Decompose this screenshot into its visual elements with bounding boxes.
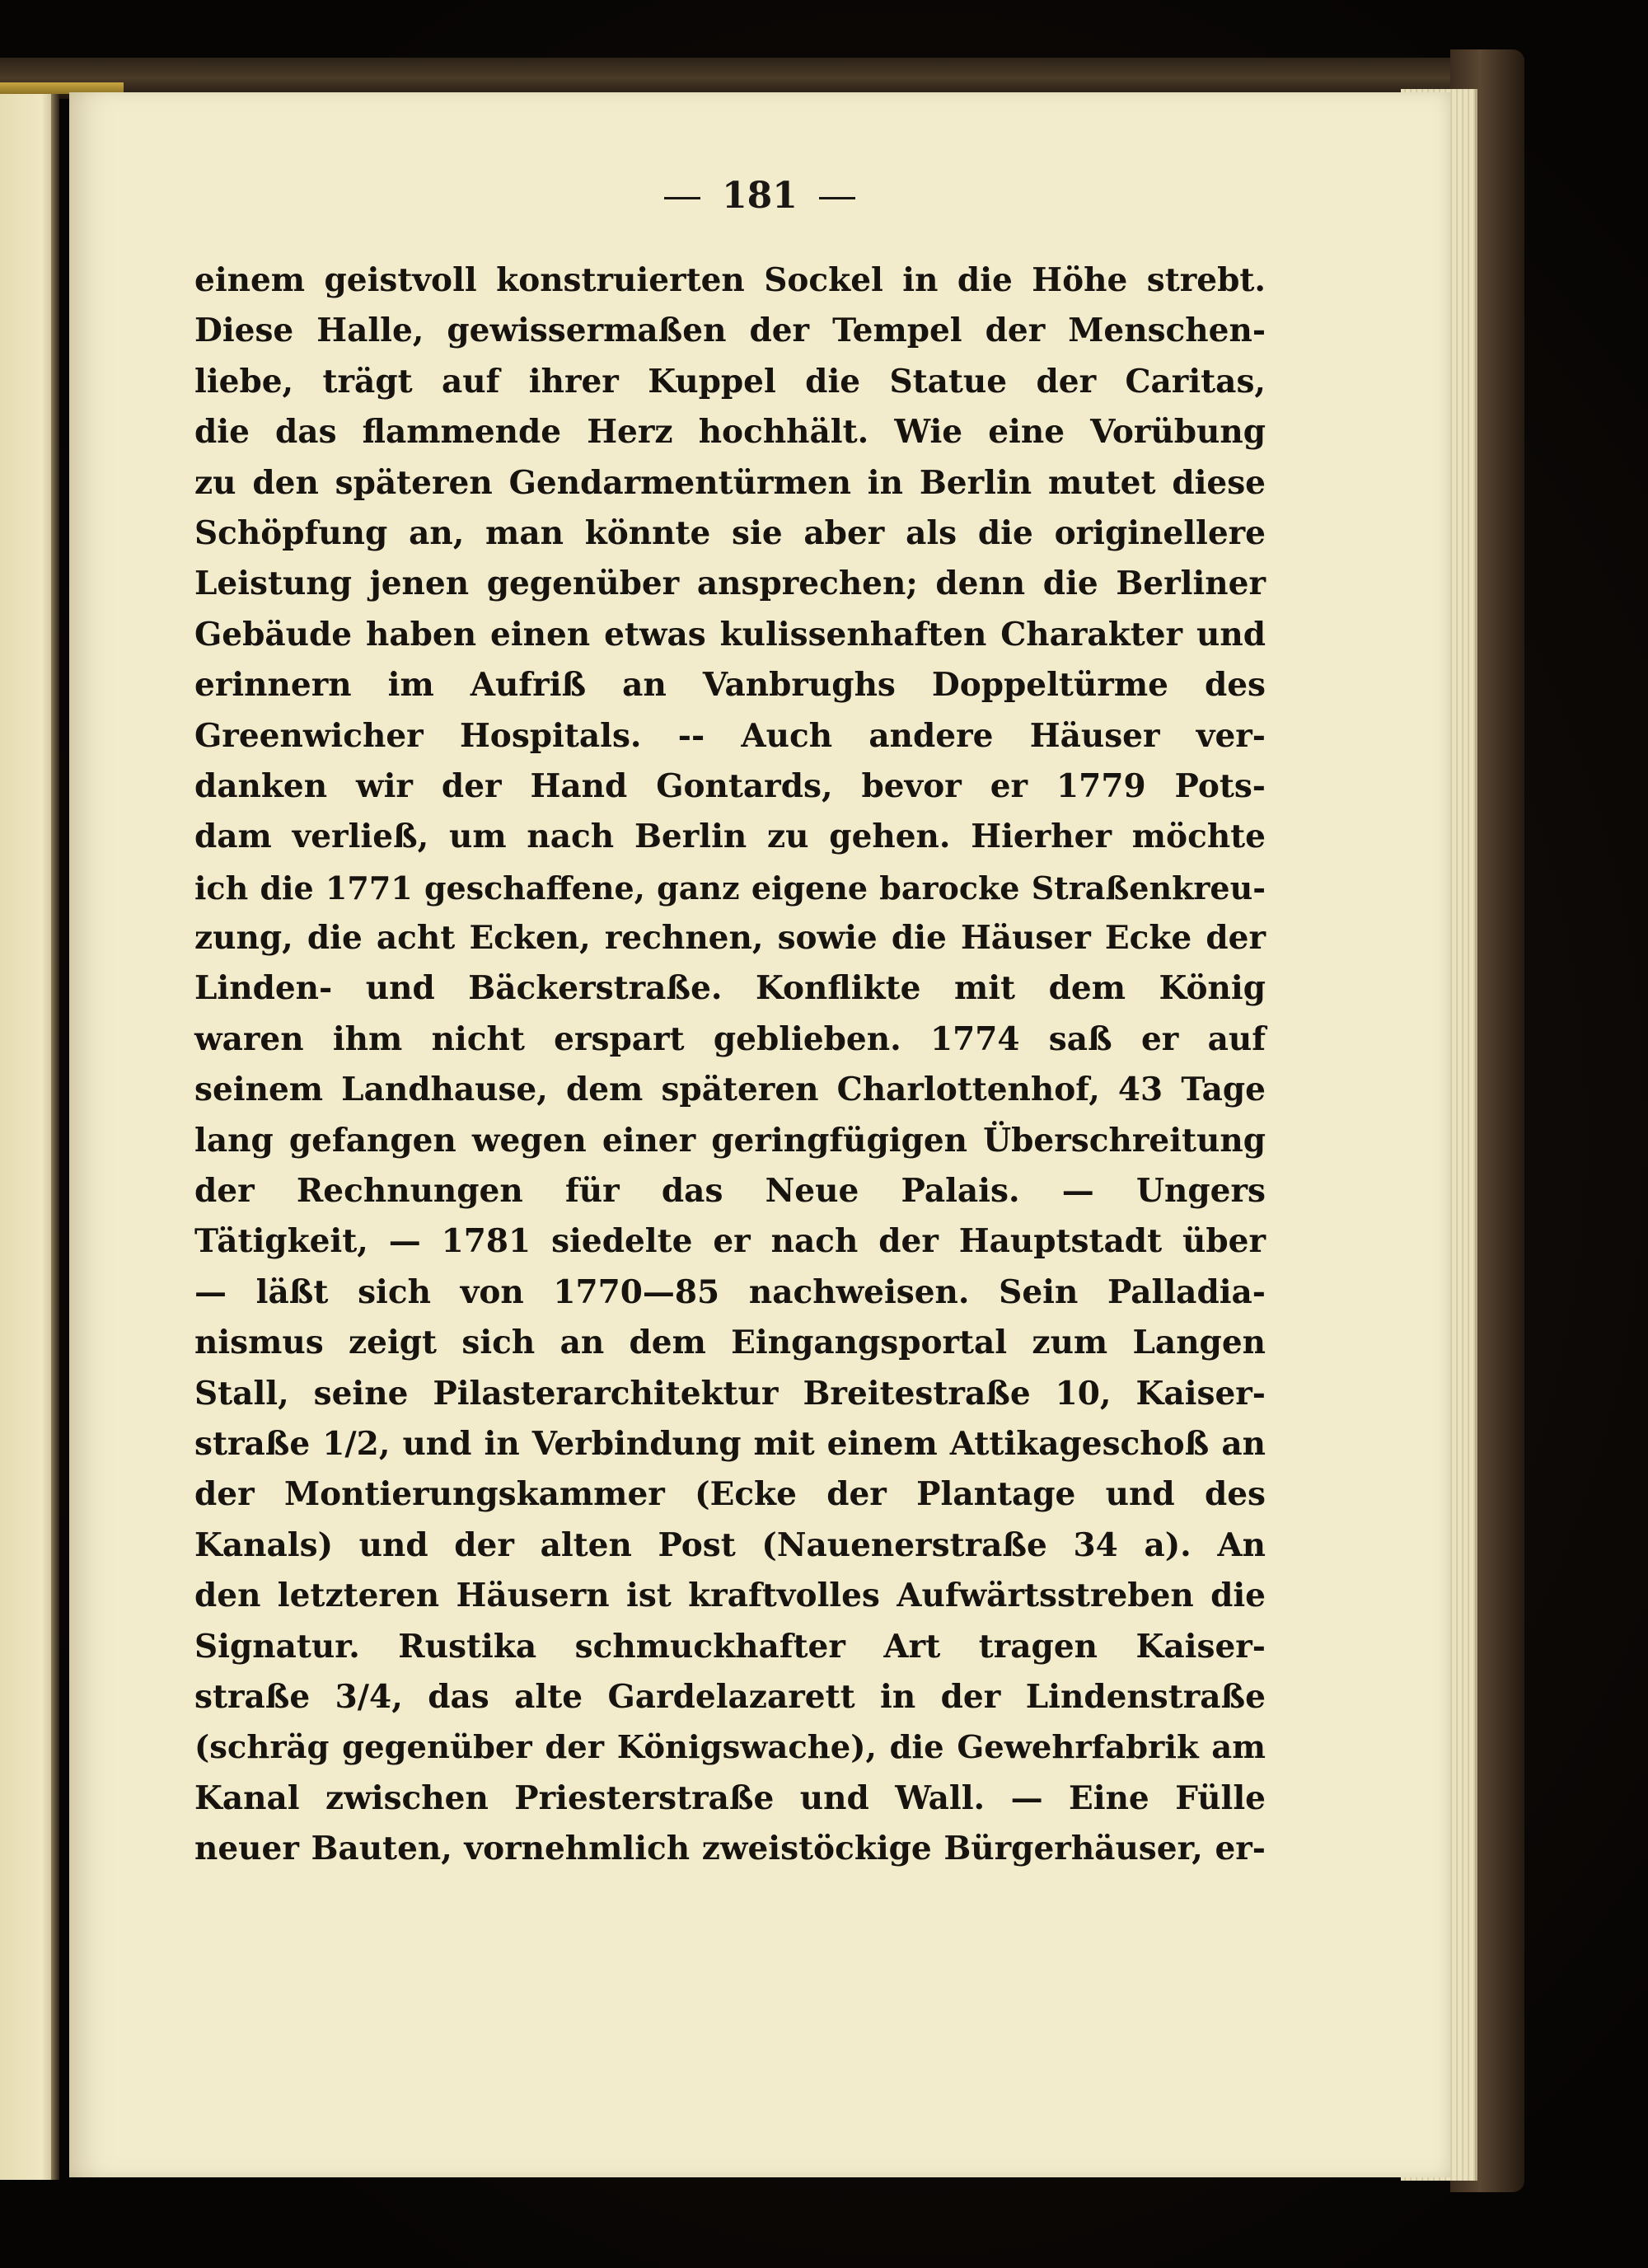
facing-page-edge xyxy=(0,87,59,2180)
text-line: zung, die acht Ecken, rechnen, sowie die Häuser Ecke der xyxy=(194,919,1266,958)
text-line: (schräg gegenüber der Königswache), die Gewehrfabrik am xyxy=(194,1729,1266,1767)
text-line: liebe, trägt auf ihrer Kuppel die Statue der Caritas, xyxy=(194,362,1266,401)
text-line: straße 1/2, und in Verbindung mit einem Attikageschoß an xyxy=(194,1424,1266,1463)
text-line: zu den späteren Gendarmentürmen in Berlin mutet diese xyxy=(194,463,1266,502)
text-line: straße 3/4, das alte Gardelazarett in der Lindenstraße xyxy=(194,1677,1266,1716)
text-line: erinnern im Aufriß an Vanbrughs Doppeltürme des xyxy=(194,666,1266,705)
text-line: Leistung jenen gegenüber ansprechen; denn die Berliner xyxy=(194,565,1266,603)
text-line: lang gefangen wegen einer geringfügigen Überschreitung xyxy=(194,1121,1266,1160)
text-line: Stall, seine Pilasterarchitektur Breitestraße 10, Kaiser- xyxy=(194,1374,1266,1413)
text-line: den letzteren Häusern ist kraftvolles Aufwärtsstreben die xyxy=(194,1577,1266,1615)
text-line: Linden- und Bäckerstraße. Konflikte mit dem König xyxy=(194,969,1266,1008)
text-line: der Rechnungen für das Neue Palais. — Ungers xyxy=(194,1172,1266,1211)
text-line: dam verließ, um nach Berlin zu gehen. Hierher möchte xyxy=(194,818,1266,856)
page-number: 181 xyxy=(722,175,798,217)
text-line: Diese Halle, gewissermaßen der Tempel der Menschen- xyxy=(194,312,1266,350)
body-text xyxy=(194,255,1266,1875)
text-line: einem geistvoll konstruierten Sockel in die Höhe strebt. xyxy=(194,261,1266,299)
text-line: Kanals) und der alten Post (Nauenerstraße 34 a). An xyxy=(194,1525,1266,1564)
text-line: nismus zeigt sich an dem Eingangsportal zum Langen xyxy=(194,1324,1266,1362)
text-line: die das flammende Herz hochhält. Wie eine Vorübung xyxy=(194,413,1266,452)
header-dash-right xyxy=(819,197,855,199)
text-line: seinem Landhause, dem späteren Charlottenhof, 43 Tage xyxy=(194,1071,1266,1109)
text-line: Schöpfung an, man könnte sie aber als die originellere xyxy=(194,513,1266,552)
text-line: neuer Bauten, vornehmlich zweistöckige Bürgerhäuser, er- xyxy=(194,1830,1266,1868)
text-line: — läßt sich von 1770—85 nachweisen. Sein Palladia- xyxy=(194,1272,1266,1311)
header-dash-left xyxy=(664,197,700,199)
text-line: waren ihm nicht erspart geblieben. 1774 saß er auf xyxy=(194,1019,1266,1058)
page-header xyxy=(69,175,1450,217)
text-line: ich die 1771 geschaffene, ganz eigene barocke Straßenkreu- xyxy=(194,869,1266,907)
text-line: Gebäude haben einen etwas kulissenhaften Charakter und xyxy=(194,615,1266,654)
text-line: Greenwicher Hospitals. -- Auch andere Häuser ver- xyxy=(194,716,1266,755)
text-line: der Montierungskammer (Ecke der Plantage und des xyxy=(194,1475,1266,1514)
book-page xyxy=(69,92,1450,2177)
text-line: danken wir der Hand Gontards, bevor er 1779 Pots- xyxy=(194,766,1266,805)
text-line: Tätigkeit, — 1781 siedelte er nach der Hauptstadt über xyxy=(194,1222,1266,1261)
text-line: Kanal zwischen Priesterstraße und Wall. — Eine Fülle xyxy=(194,1778,1266,1817)
text-line: Signatur. Rustika schmuckhafter Art tragen Kaiser- xyxy=(194,1627,1266,1666)
